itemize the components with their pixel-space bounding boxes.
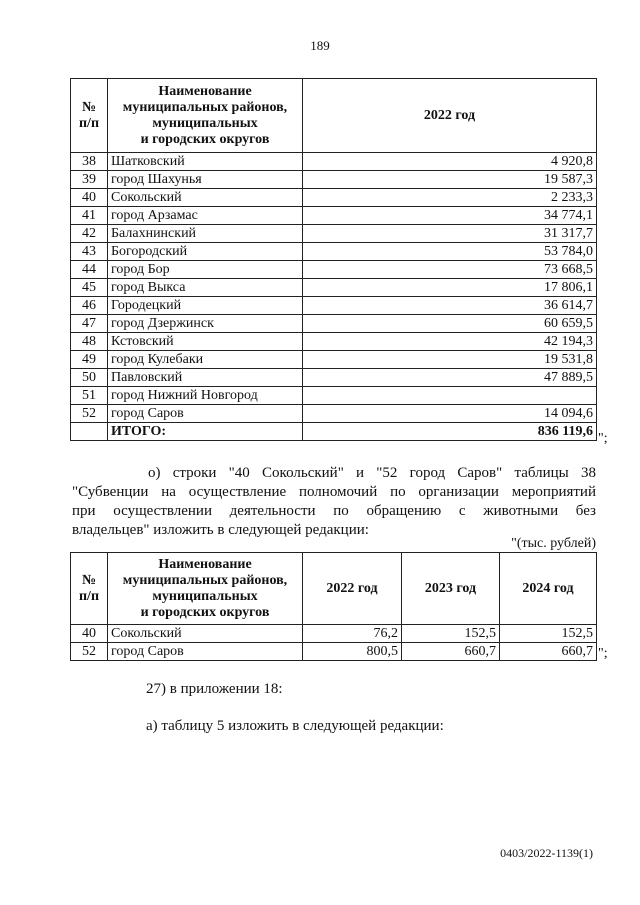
row-num: 43 xyxy=(71,243,108,261)
row-value: 19 587,3 xyxy=(303,171,597,189)
row-value: 17 806,1 xyxy=(303,279,597,297)
paragraph-o-line-4: владельцев" изложить в следующей редакции: xyxy=(72,522,369,538)
table-38-rows xyxy=(70,552,597,661)
paragraph-o-line-1: о) строки "40 Сокольский" и "52 город Саров" таблицы 38 xyxy=(148,465,596,481)
row-name: Шатковский xyxy=(108,153,303,171)
total-label: ИТОГО: xyxy=(108,423,303,441)
item-27: 27) в приложении 18: xyxy=(146,681,283,697)
total-num xyxy=(71,423,108,441)
row-value-2023: 152,5 xyxy=(402,625,500,643)
row-name: Сокольский xyxy=(108,625,303,643)
table-row xyxy=(71,625,597,643)
row-num: 38 xyxy=(71,153,108,171)
table1-closing-quote: "; xyxy=(598,431,608,446)
t2-header-num: № п/п xyxy=(71,553,108,625)
paragraph-o-line-2: "Субвенции на осуществление полномочий по организации мероприятий xyxy=(72,484,596,500)
row-num: 42 xyxy=(71,225,108,243)
row-name: город Бор xyxy=(108,261,303,279)
t2-header-2022: 2022 год xyxy=(303,553,402,625)
t2-header-2024: 2024 год xyxy=(500,553,597,625)
table-row xyxy=(71,153,597,171)
document-code: 0403/2022-1139(1) xyxy=(500,846,593,860)
row-value: 4 920,8 xyxy=(303,153,597,171)
table-row xyxy=(71,405,597,423)
row-value: 47 889,5 xyxy=(303,369,597,387)
table-row xyxy=(71,369,597,387)
table-2022-subsidies xyxy=(70,78,597,441)
row-name: Богородский xyxy=(108,243,303,261)
total-value: 836 119,6 xyxy=(303,423,597,441)
row-value: 2 233,3 xyxy=(303,189,597,207)
row-value-2023: 660,7 xyxy=(402,643,500,661)
row-value: 36 614,7 xyxy=(303,297,597,315)
row-value-2024: 152,5 xyxy=(500,625,597,643)
row-name: Сокольский xyxy=(108,189,303,207)
row-value: 34 774,1 xyxy=(303,207,597,225)
table-row xyxy=(71,351,597,369)
row-num: 44 xyxy=(71,261,108,279)
row-name: город Кулебаки xyxy=(108,351,303,369)
row-name: город Выкса xyxy=(108,279,303,297)
table-row xyxy=(71,261,597,279)
table-row xyxy=(71,189,597,207)
row-value: 31 317,7 xyxy=(303,225,597,243)
row-name: Павловский xyxy=(108,369,303,387)
row-num: 52 xyxy=(71,405,108,423)
row-name: Городецкий xyxy=(108,297,303,315)
paragraph-o xyxy=(72,464,596,540)
row-value-2024: 660,7 xyxy=(500,643,597,661)
table2-header-row xyxy=(71,553,597,625)
table-row xyxy=(71,171,597,189)
row-value: 19 531,8 xyxy=(303,351,597,369)
item-a: а) таблицу 5 изложить в следующей редакции: xyxy=(146,718,444,734)
row-name: Балахнинский xyxy=(108,225,303,243)
row-name: город Нижний Новгород xyxy=(108,387,303,405)
row-name: город Саров xyxy=(108,643,303,661)
row-value: 53 784,0 xyxy=(303,243,597,261)
table-row xyxy=(71,643,597,661)
row-value-2022: 800,5 xyxy=(303,643,402,661)
row-num: 51 xyxy=(71,387,108,405)
row-name: город Дзержинск xyxy=(108,315,303,333)
row-num: 52 xyxy=(71,643,108,661)
table-row xyxy=(71,387,597,405)
total-row xyxy=(71,423,597,441)
row-name: Кстовский xyxy=(108,333,303,351)
table-row xyxy=(71,225,597,243)
row-name: город Арзамас xyxy=(108,207,303,225)
row-num: 47 xyxy=(71,315,108,333)
page-number: 189 xyxy=(310,38,330,53)
table-row xyxy=(71,207,597,225)
row-name: город Саров xyxy=(108,405,303,423)
row-num: 50 xyxy=(71,369,108,387)
row-num: 46 xyxy=(71,297,108,315)
row-num: 41 xyxy=(71,207,108,225)
header-name: Наименование муниципальных районов, муниципальных и городских округов xyxy=(108,79,303,153)
row-value: 73 668,5 xyxy=(303,261,597,279)
row-name: город Шахунья xyxy=(108,171,303,189)
row-value: 42 194,3 xyxy=(303,333,597,351)
table-row xyxy=(71,243,597,261)
paragraph-o-line-3: при осуществлении деятельности по обращению с животными без xyxy=(72,503,596,519)
row-num: 45 xyxy=(71,279,108,297)
header-year-2022: 2022 год xyxy=(303,79,597,153)
table-row xyxy=(71,297,597,315)
table-header-row xyxy=(71,79,597,153)
row-num: 39 xyxy=(71,171,108,189)
row-value-2022: 76,2 xyxy=(303,625,402,643)
t2-header-2023: 2023 год xyxy=(402,553,500,625)
t2-header-name: Наименование муниципальных районов, муниципальных и городских округов xyxy=(108,553,303,625)
row-num: 40 xyxy=(71,189,108,207)
row-value xyxy=(303,387,597,405)
table-row xyxy=(71,279,597,297)
row-num: 49 xyxy=(71,351,108,369)
row-num: 48 xyxy=(71,333,108,351)
row-num: 40 xyxy=(71,625,108,643)
table-row xyxy=(71,315,597,333)
row-value: 60 659,5 xyxy=(303,315,597,333)
table-row xyxy=(71,333,597,351)
unit-note: "(тыс. рублей) xyxy=(511,536,596,551)
header-num: № п/п xyxy=(71,79,108,153)
table2-closing-quote: "; xyxy=(598,646,608,661)
row-value: 14 094,6 xyxy=(303,405,597,423)
